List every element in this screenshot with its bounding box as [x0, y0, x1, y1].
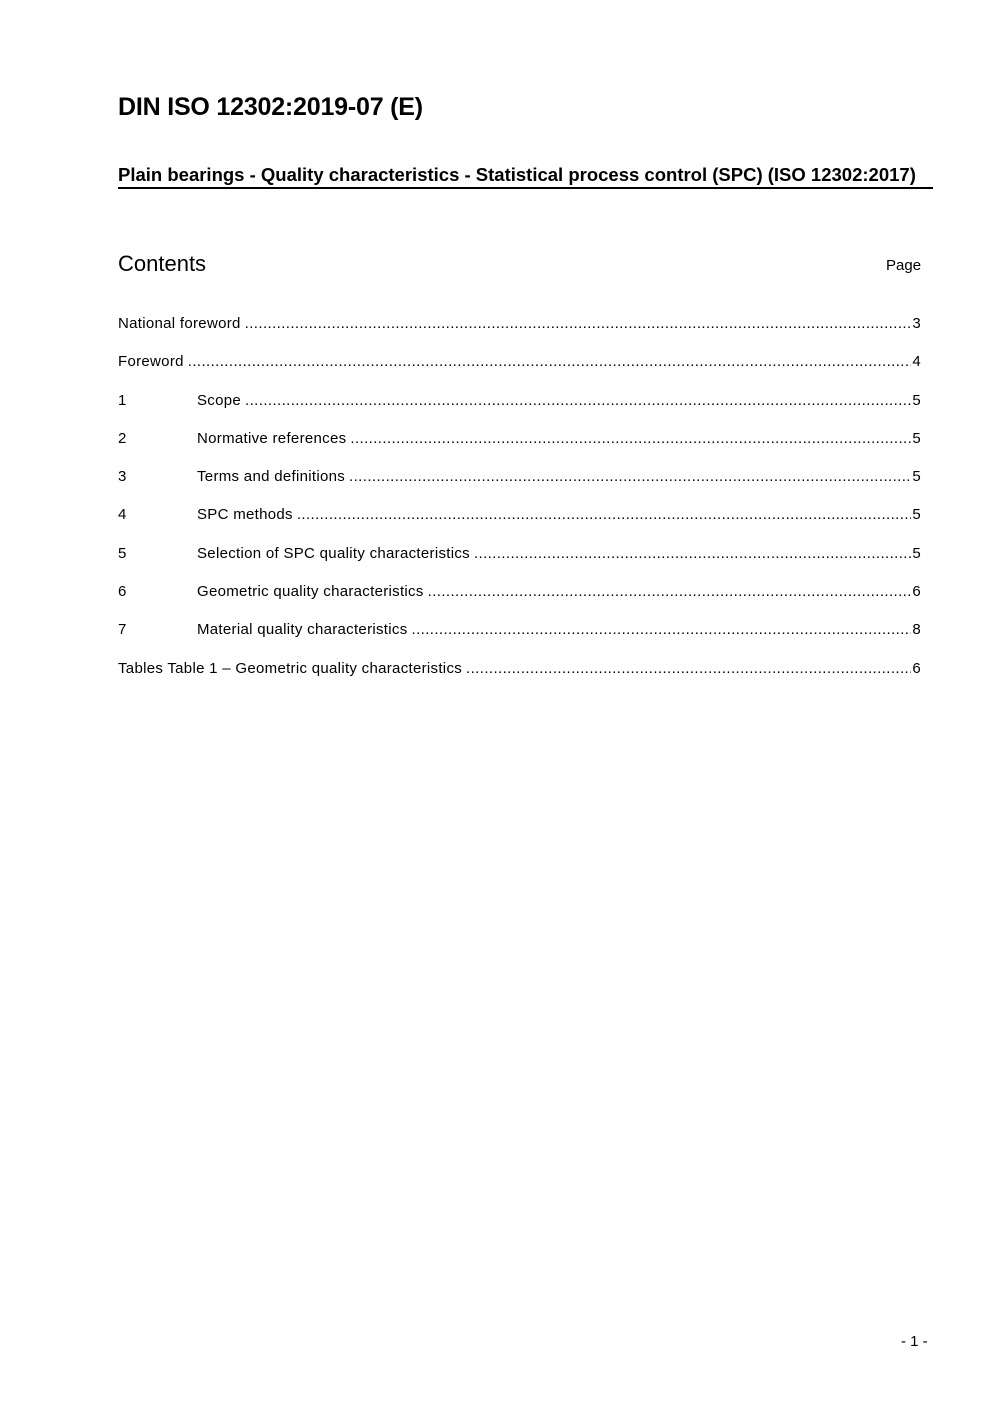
toc-entry-title: Selection of SPC quality characteristics	[197, 544, 470, 562]
toc-entry-number: 1	[118, 391, 127, 409]
table-of-contents	[118, 315, 921, 698]
page-column-heading: Page	[886, 257, 922, 274]
toc-dot-leader	[297, 506, 912, 523]
document-id: DIN ISO 12302:2019-07 (E)	[118, 93, 423, 121]
toc-entry-scope[interactable]	[118, 392, 921, 430]
document-subtitle: Plain bearings - Quality characteristics - Statistical process control (SPC) (ISO 12302:2017)	[118, 164, 933, 189]
toc-dot-leader	[245, 392, 911, 409]
toc-entry-material-quality-characteristics[interactable]	[118, 621, 921, 659]
toc-dot-leader	[466, 660, 911, 677]
toc-entry-spc-methods[interactable]	[118, 506, 921, 544]
toc-entry-page: 3	[912, 315, 921, 332]
contents-heading: Contents	[118, 251, 207, 276]
toc-entry-title: Terms and definitions	[197, 468, 346, 486]
toc-entry-page: 5	[912, 429, 921, 447]
toc-entry-page: 6	[912, 583, 921, 601]
toc-entry-selection-of-spc-quality-characteristics[interactable]	[118, 545, 921, 583]
toc-entry-tables-table-1[interactable]	[118, 660, 921, 698]
toc-entry-title: Foreword	[118, 353, 184, 371]
toc-entry-title: National foreword	[118, 315, 241, 332]
toc-entry-page: 4	[912, 353, 921, 371]
toc-dot-leader	[474, 545, 911, 562]
toc-entry-geometric-quality-characteristics[interactable]	[118, 583, 921, 621]
toc-entry-title: Tables Table 1 – Geometric quality characteristics	[118, 659, 463, 677]
toc-entry-title: SPC methods	[197, 506, 293, 524]
toc-entry-page: 5	[912, 544, 921, 562]
toc-dot-leader	[188, 353, 912, 370]
toc-entry-number: 4	[118, 506, 127, 524]
toc-entry-foreword[interactable]	[118, 353, 921, 391]
toc-entry-number: 6	[118, 583, 127, 601]
toc-entry-page: 5	[912, 468, 921, 486]
page-number-footer: - 1 -	[901, 1333, 928, 1350]
toc-entry-title: Normative references	[197, 429, 347, 447]
toc-entry-normative-references[interactable]	[118, 430, 921, 468]
toc-entry-title: Material quality characteristics	[197, 621, 408, 639]
toc-entry-number: 5	[118, 544, 127, 562]
toc-entry-page: 5	[912, 391, 921, 409]
toc-entry-national-foreword[interactable]	[118, 315, 921, 353]
toc-dot-leader	[350, 430, 911, 447]
toc-dot-leader	[245, 315, 912, 332]
toc-entry-page: 8	[912, 621, 921, 639]
toc-entry-terms-and-definitions[interactable]	[118, 468, 921, 506]
toc-entry-number: 7	[118, 621, 127, 639]
toc-dot-leader	[412, 621, 912, 638]
toc-entry-page: 6	[912, 659, 921, 677]
toc-entry-title: Scope	[197, 391, 242, 409]
toc-entry-number: 2	[118, 429, 127, 447]
toc-entry-page: 5	[912, 506, 921, 524]
toc-entry-title: Geometric quality characteristics	[197, 583, 424, 601]
toc-dot-leader	[428, 583, 912, 600]
toc-dot-leader	[349, 468, 911, 485]
toc-entry-number: 3	[118, 468, 127, 486]
